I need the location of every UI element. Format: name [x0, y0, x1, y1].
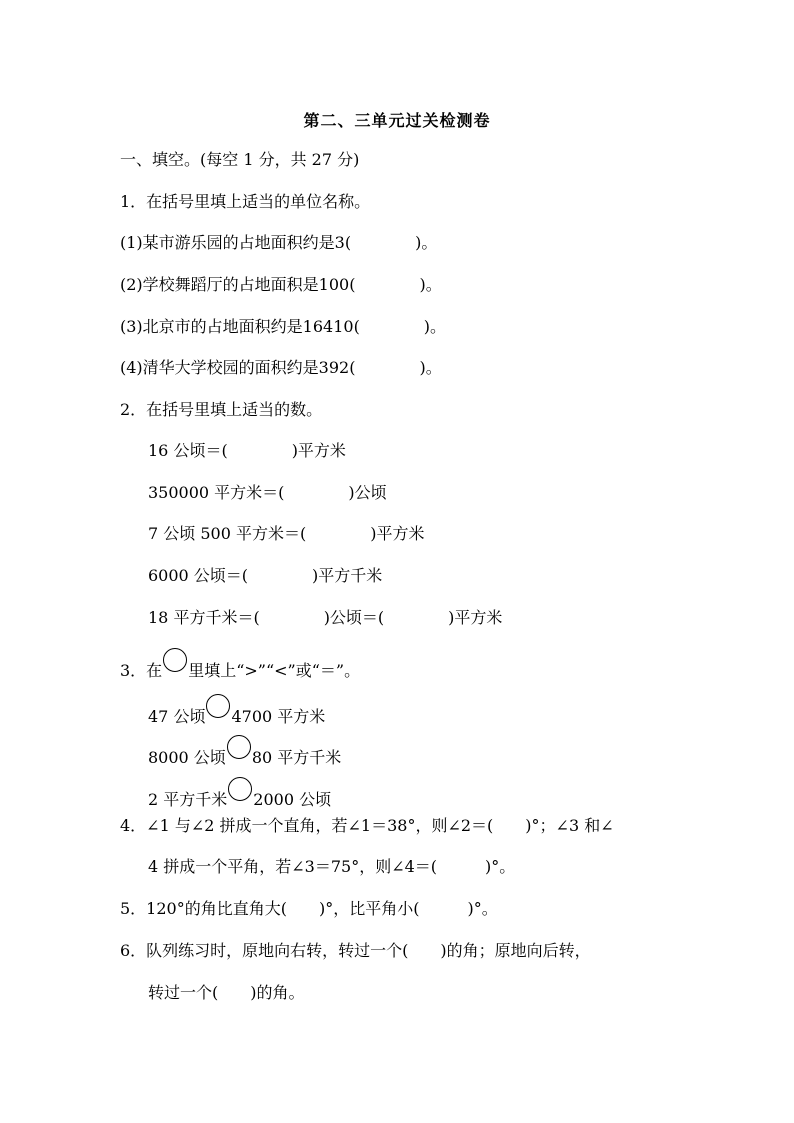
q3-stem [120, 648, 360, 682]
page-title: 第二、三单元过关检测卷 [303, 111, 491, 130]
q3-item-2-left: 8000 公顷 [148, 748, 226, 767]
q3-item-3-left: 2 平方千米 [148, 790, 228, 809]
q1-stem: 1．在括号里填上适当的单位名称。 [120, 192, 371, 211]
q3-item-2 [148, 735, 341, 769]
q2-item-1: 16 公顷＝( )平方米 [148, 441, 346, 460]
q4-line-2: 4 拼成一个平角，若∠3＝75°，则∠4＝( )°。 [148, 857, 516, 876]
answer-circle[interactable] [228, 777, 252, 801]
q1-item-3: (3)北京市的占地面积约是16410( )。 [120, 317, 447, 336]
q2-item-4: 6000 公顷＝( )平方千米 [148, 566, 383, 585]
q2-item-3: 7 公顷 500 平方米＝( )平方米 [148, 524, 425, 543]
answer-circle[interactable] [227, 735, 251, 759]
q3-item-3-right: 2000 公顷 [253, 790, 332, 809]
answer-circle[interactable] [206, 694, 230, 718]
q3-stem-prefix: 3．在 [120, 661, 163, 680]
q2-stem: 2．在括号里填上适当的数。 [120, 400, 323, 419]
q3-item-1-right: 4700 平方米 [231, 707, 326, 726]
q6-line-1: 6．队列练习时，原地向右转，转过一个( )的角；原地向后转， [120, 941, 591, 960]
q3-item-1 [148, 694, 325, 728]
q4-line-1: 4．∠1 与∠2 拼成一个直角，若∠1＝38°，则∠2＝( )°；∠3 和∠ [120, 816, 614, 835]
q6-line-2: 转过一个( )的角。 [148, 983, 305, 1002]
q3-item-2-right: 80 平方千米 [251, 748, 342, 767]
q1-item-4: (4)清华大学校园的面积约是392( )。 [120, 358, 442, 377]
q1-item-2: (2)学校舞蹈厅的占地面积是100( )。 [120, 275, 442, 294]
q3-item-1-left: 47 公顷 [148, 707, 206, 726]
q5-text: 5．120°的角比直角大( )°，比平角小( )°。 [120, 899, 498, 918]
q2-item-5: 18 平方千米＝( )公顷＝( )平方米 [148, 608, 503, 627]
q3-stem-suffix: 里填上“>”“<”或“＝”。 [188, 661, 361, 680]
section-heading: 一、填空。(每空 1 分，共 27 分) [120, 150, 360, 169]
compare-circle-icon [163, 648, 187, 672]
q3-item-3 [148, 777, 331, 811]
q2-item-2: 350000 平方米＝( )公顷 [148, 483, 387, 502]
q1-item-1: (1)某市游乐园的占地面积约是3( )。 [120, 233, 438, 252]
